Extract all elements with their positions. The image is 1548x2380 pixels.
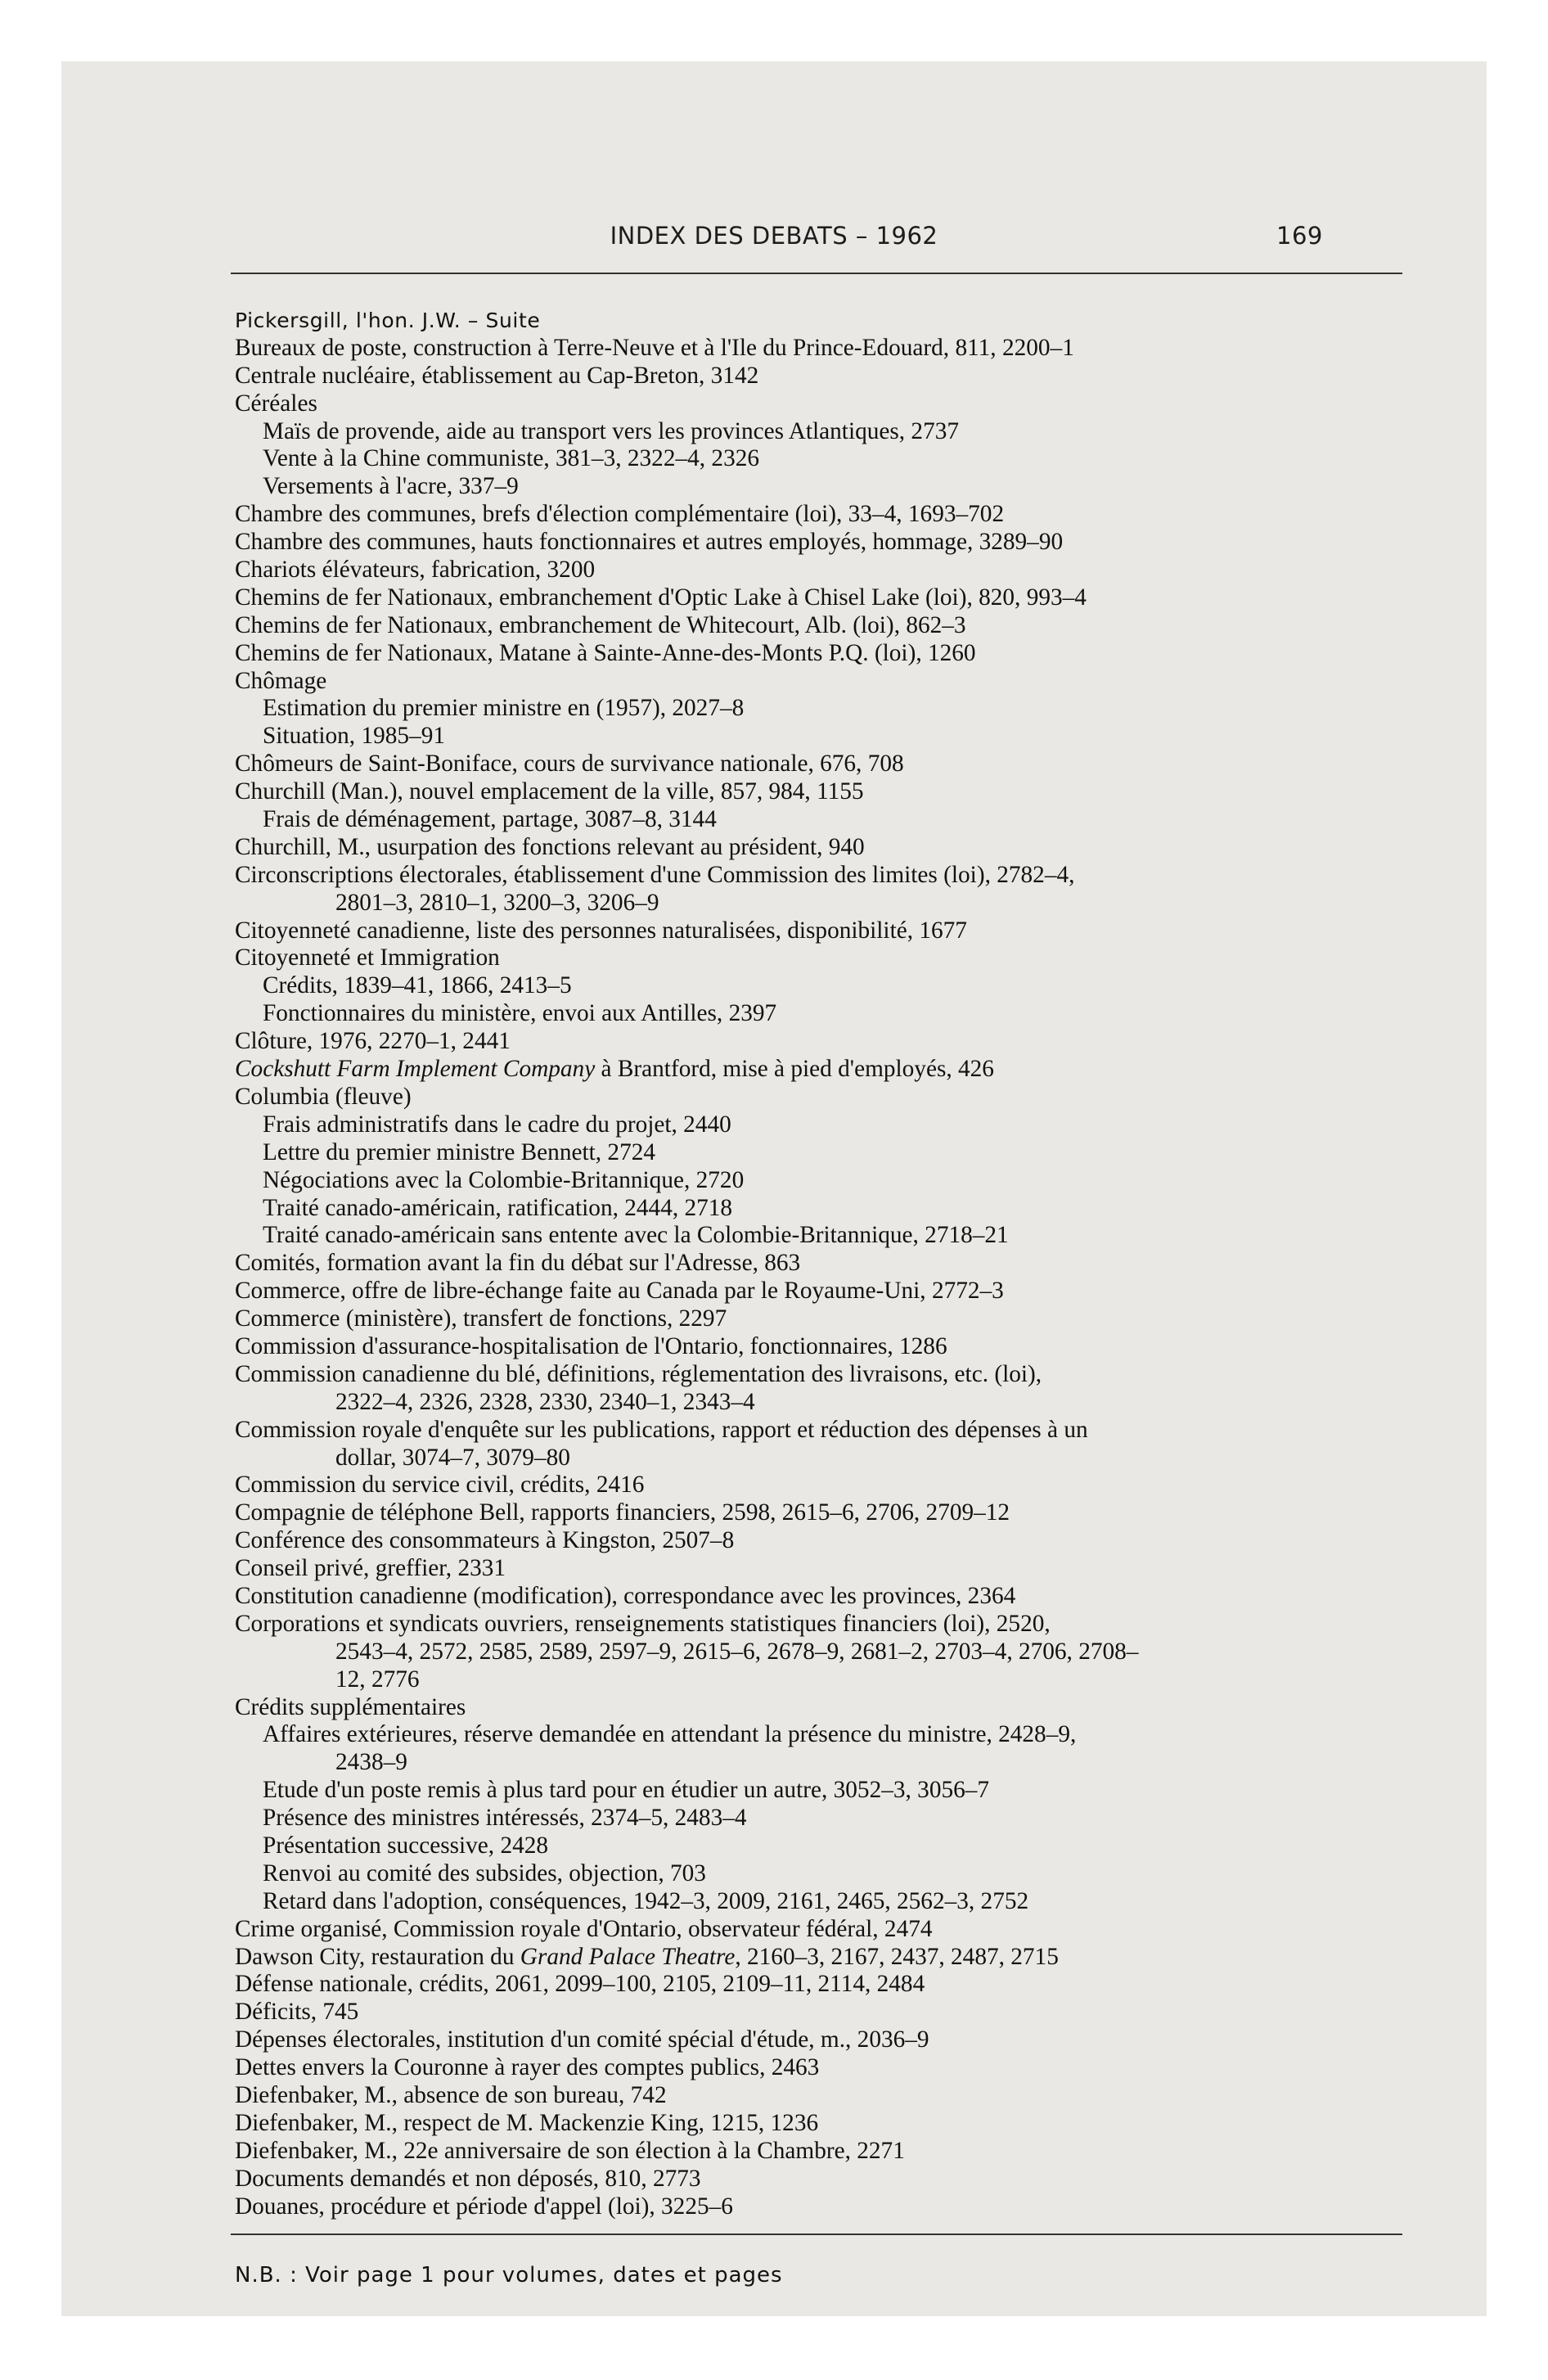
entry-text: à Brantford, mise à pied d'employés, 426	[595, 1056, 994, 1083]
entry-text: Versements à l'acre, 337–9	[263, 473, 519, 500]
entry-text: Négociations avec la Colombie-Britannique, 2720	[263, 1166, 745, 1193]
index-entries	[235, 307, 1413, 2220]
entry-text: Frais administratifs dans le cadre du projet, 2440	[263, 1111, 731, 1138]
index-entry	[235, 1805, 1413, 1832]
header-rule	[231, 273, 1402, 274]
index-entry	[235, 1222, 1413, 1250]
entry-text: Frais de déménagement, partage, 3087–8, 3144	[263, 806, 717, 833]
index-entry	[235, 1916, 1413, 1944]
index-entry	[235, 501, 1413, 529]
index-entry	[235, 363, 1413, 390]
index-entry	[235, 1305, 1413, 1333]
index-entry	[235, 1666, 1413, 1694]
entry-text: Conseil privé, greffier, 2331	[235, 1555, 506, 1582]
index-entry	[235, 1139, 1413, 1167]
entry-text: Churchill (Man.), nouvel emplacement de la ville, 857, 984, 1155	[235, 778, 864, 805]
index-entry	[235, 1777, 1413, 1805]
entry-text: Chemins de fer Nationaux, embranchement de Whitecourt, Alb. (loi), 862–3	[235, 611, 966, 638]
index-heading	[235, 307, 1413, 335]
entry-text: Corporations et syndicats ouvriers, renseignements statistiques financiers (loi), 2520,	[235, 1610, 1051, 1637]
entry-text: Documents demandés et non déposés, 810, 2773	[235, 2165, 701, 2192]
index-entry	[235, 2138, 1413, 2166]
entry-text: Situation, 1985–91	[263, 723, 445, 750]
index-entry	[235, 1028, 1413, 1056]
entry-text: Dettes envers la Couronne à rayer des comptes publics, 2463	[235, 2054, 820, 2081]
entry-text: Diefenbaker, M., respect de M. Mackenzie King, 1215, 1236	[235, 2109, 819, 2136]
entry-text: Commission du service civil, crédits, 2416	[235, 1472, 645, 1499]
index-entry	[235, 2054, 1413, 2082]
entry-text: Déficits, 745	[235, 1999, 359, 2026]
index-entry	[235, 1860, 1413, 1888]
entry-text: Chômage	[235, 667, 327, 694]
page-header	[61, 222, 1487, 261]
entry-text: Douanes, procédure et période d'appel (loi), 3225–6	[235, 2193, 733, 2220]
index-entry	[235, 1639, 1413, 1666]
index-entry	[235, 1417, 1413, 1445]
index-entry	[235, 1278, 1413, 1305]
index-entry	[235, 917, 1413, 945]
entry-text: Clôture, 1976, 2270–1, 2441	[235, 1028, 511, 1055]
entry-text: Présence des ministres intéressés, 2374–5, 2483–4	[263, 1805, 747, 1832]
index-entry	[235, 1749, 1413, 1777]
index-entry	[235, 972, 1413, 1000]
index-entry	[235, 1944, 1413, 1972]
index-entry	[235, 640, 1413, 668]
entry-text: Dépenses électorales, institution d'un comité spécial d'étude, m., 2036–9	[235, 2026, 929, 2053]
entry-text-italic: Cockshutt Farm Implement Company	[235, 1056, 596, 1083]
index-entry	[235, 668, 1413, 696]
entry-text: Compagnie de téléphone Bell, rapports financiers, 2598, 2615–6, 2706, 2709–12	[235, 1499, 1010, 1526]
entry-text: Chemins de fer Nationaux, Matane à Sainte-Anne-des-Monts P.Q. (loi), 1260	[235, 639, 976, 666]
index-entry	[235, 1167, 1413, 1195]
entry-text: Présentation successive, 2428	[263, 1832, 549, 1859]
scanned-page	[61, 61, 1487, 2316]
page-title: INDEX DES DEBATS – 1962	[610, 222, 938, 250]
page-number: 169	[1276, 222, 1323, 250]
entry-text: Chemins de fer Nationaux, embranchement d'Optic Lake à Chisel Lake (loi), 820, 993–4	[235, 584, 1087, 611]
entry-text: Vente à la Chine communiste, 381–3, 2322–4, 2326	[263, 445, 760, 472]
entry-text: Constitution canadienne (modification), correspondance avec les provinces, 2364	[235, 1582, 1016, 1609]
entry-text: Citoyenneté canadienne, liste des personnes naturalisées, disponibilité, 1677	[235, 917, 967, 944]
index-entry	[235, 1000, 1413, 1028]
footer-rule	[231, 2234, 1402, 2235]
entry-text: 12, 2776	[335, 1666, 420, 1693]
entry-text: Crédits supplémentaires	[235, 1693, 466, 1720]
entry-text: Centrale nucléaire, établissement au Cap-Breton, 3142	[235, 362, 759, 389]
index-entry	[235, 1389, 1413, 1417]
entry-text: Lettre du premier ministre Bennett, 2724	[263, 1138, 656, 1165]
index-entry	[235, 445, 1413, 473]
entry-text: Comités, formation avant la fin du débat sur l'Adresse, 863	[235, 1250, 801, 1277]
entry-text: , 2160–3, 2167, 2437, 2487, 2715	[735, 1943, 1059, 1970]
index-entry	[235, 557, 1413, 584]
entry-text: Crédits, 1839–41, 1866, 2413–5	[263, 972, 572, 999]
entry-text: Commission royale d'enquête sur les publications, rapport et réduction des dépenses à un	[235, 1416, 1088, 1443]
entry-text: 2322–4, 2326, 2328, 2330, 2340–1, 2343–4	[335, 1388, 755, 1415]
index-entry	[235, 2110, 1413, 2138]
entry-text: Etude d'un poste remis à plus tard pour en étudier un autre, 3052–3, 3056–7	[263, 1777, 990, 1804]
entry-text: Crime organisé, Commission royale d'Ontario, observateur fédéral, 2474	[235, 1915, 933, 1942]
entry-text: Citoyenneté et Immigration	[235, 944, 500, 971]
index-entry	[235, 1888, 1413, 1916]
entry-text: Estimation du premier ministre en (1957), 2027–8	[263, 695, 745, 722]
entry-text: Diefenbaker, M., 22e anniversaire de son élection à la Chambre, 2271	[235, 2137, 905, 2164]
entry-text: Dawson City, restauration du	[235, 1943, 520, 1970]
index-entry	[235, 1555, 1413, 1583]
index-entry	[235, 2026, 1413, 2054]
entry-text: Renvoi au comité des subsides, objection, 703	[263, 1859, 706, 1886]
entry-text: Affaires extérieures, réserve demandée en attendant la présence du ministre, 2428–9,	[263, 1721, 1077, 1748]
index-entry	[235, 529, 1413, 557]
index-entry	[235, 806, 1413, 834]
entry-text: Circonscriptions électorales, établissement d'une Commission des limites (loi), 2782–4,	[235, 861, 1075, 888]
entry-text-italic: Grand Palace Theatre	[520, 1943, 736, 1970]
entry-text: Retard dans l'adoption, conséquences, 1942–3, 2009, 2161, 2465, 2562–3, 2752	[263, 1887, 1029, 1914]
index-entry	[235, 584, 1413, 612]
index-entry	[235, 1721, 1413, 1749]
index-entry	[235, 834, 1413, 862]
entry-text: Chambre des communes, brefs d'élection complémentaire (loi), 33–4, 1693–702	[235, 501, 1005, 528]
index-entry	[235, 612, 1413, 640]
index-entry	[235, 390, 1413, 418]
entry-text: Chômeurs de Saint-Boniface, cours de survivance nationale, 676, 708	[235, 751, 904, 778]
index-entry	[235, 1056, 1413, 1084]
entry-text: Commission canadienne du blé, définitions, réglementation des livraisons, etc. (loi),	[235, 1360, 1042, 1387]
entry-text: Traité canado-américain, ratification, 2444, 2718	[263, 1194, 733, 1221]
index-entry	[235, 1583, 1413, 1611]
index-entry	[235, 1361, 1413, 1389]
index-entry	[235, 862, 1413, 890]
entry-text: Traité canado-américain sans entente avec la Colombie-Britannique, 2718–21	[263, 1222, 1009, 1249]
index-entry	[235, 1694, 1413, 1722]
entry-text: Défense nationale, crédits, 2061, 2099–100, 2105, 2109–11, 2114, 2484	[235, 1971, 925, 1998]
index-entry	[235, 695, 1413, 723]
index-entry	[235, 1333, 1413, 1361]
entry-text: Columbia (fleuve)	[235, 1083, 412, 1110]
entry-text: Conférence des consommateurs à Kingston, 2507–8	[235, 1527, 735, 1554]
index-entry	[235, 751, 1413, 778]
entry-text: Bureaux de poste, construction à Terre-Neuve et à l'Ile du Prince-Edouard, 811, 2200–1	[235, 334, 1074, 361]
index-entry	[235, 418, 1413, 446]
entry-text: dollar, 3074–7, 3079–80	[335, 1444, 570, 1471]
index-entry	[235, 1971, 1413, 1999]
entry-text: Pickersgill, l'hon. J.W. – Suite	[235, 309, 541, 332]
entry-text: Commission d'assurance-hospitalisation de l'Ontario, fonctionnaires, 1286	[235, 1332, 947, 1359]
index-entry	[235, 1195, 1413, 1223]
index-entry	[235, 1084, 1413, 1111]
entry-text: 2801–3, 2810–1, 3200–3, 3206–9	[335, 889, 659, 916]
entry-text: Commerce (ministère), transfert de fonctions, 2297	[235, 1305, 727, 1332]
entry-text: Céréales	[235, 390, 317, 417]
index-entry	[235, 1611, 1413, 1639]
entry-text: 2543–4, 2572, 2585, 2589, 2597–9, 2615–6, 2678–9, 2681–2, 2703–4, 2706, 2708–	[335, 1638, 1139, 1665]
index-entry	[235, 778, 1413, 806]
index-entry	[235, 723, 1413, 751]
index-entry	[235, 1472, 1413, 1499]
entry-text: Fonctionnaires du ministère, envoi aux Antilles, 2397	[263, 1000, 777, 1027]
footnote: N.B. : Voir page 1 pour volumes, dates et pages	[235, 2263, 783, 2288]
index-entry	[235, 1832, 1413, 1860]
index-entry	[235, 1445, 1413, 1472]
index-entry	[235, 2166, 1413, 2193]
index-entry	[235, 944, 1413, 972]
index-entry	[235, 1499, 1413, 1527]
index-entry	[235, 890, 1413, 917]
entry-text: Diefenbaker, M., absence de son bureau, 742	[235, 2082, 667, 2108]
entry-text: Maïs de provende, aide au transport vers les provinces Atlantiques, 2737	[263, 417, 960, 444]
index-entry	[235, 1250, 1413, 1278]
index-entry	[235, 1527, 1413, 1555]
index-entry	[235, 2082, 1413, 2110]
index-entry	[235, 1999, 1413, 2026]
index-entry	[235, 335, 1413, 363]
entry-text: 2438–9	[335, 1749, 407, 1776]
index-entry	[235, 1111, 1413, 1139]
index-entry	[235, 2193, 1413, 2221]
entry-text: Churchill, M., usurpation des fonctions relevant au président, 940	[235, 833, 865, 860]
entry-text: Chambre des communes, hauts fonctionnaires et autres employés, hommage, 3289–90	[235, 529, 1064, 556]
entry-text: Commerce, offre de libre-échange faite au Canada par le Royaume-Uni, 2772–3	[235, 1278, 1004, 1305]
index-entry	[235, 473, 1413, 501]
entry-text: Chariots élévateurs, fabrication, 3200	[235, 557, 596, 584]
